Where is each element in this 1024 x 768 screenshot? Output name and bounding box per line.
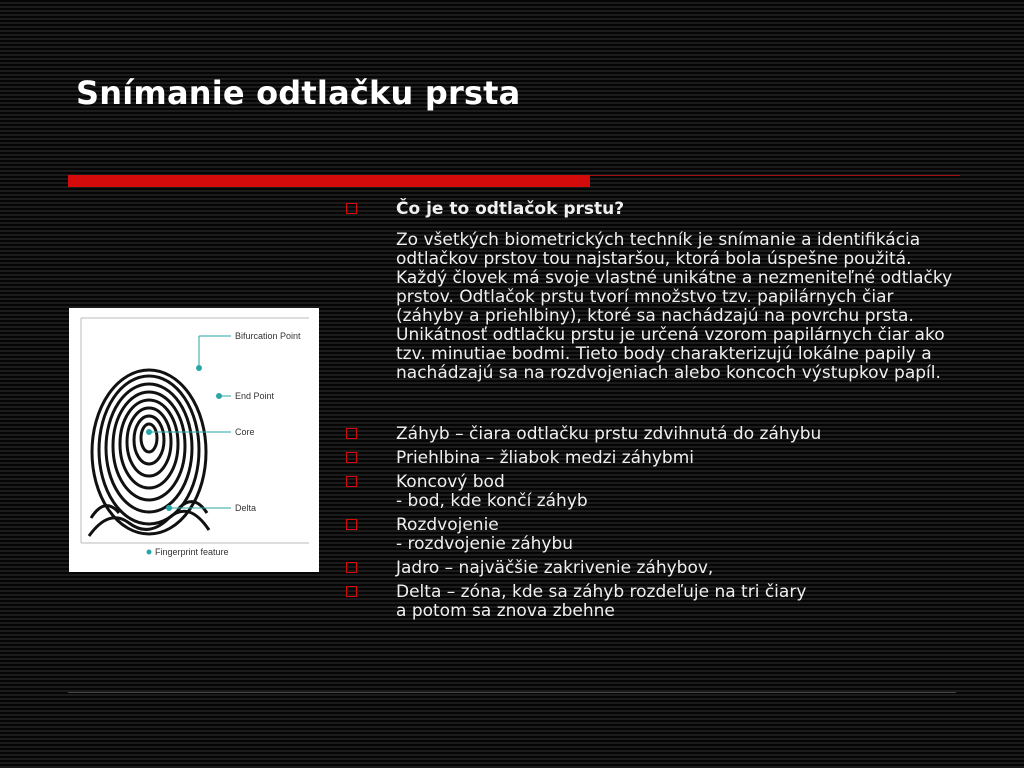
feature-list <box>344 425 966 621</box>
label-end-point: End Point <box>235 391 275 401</box>
list-item-text: Priehlbina – žliabok medzi záhybmi <box>396 448 694 468</box>
slide-content <box>344 200 966 626</box>
question-heading: Čo je to odtlačok prstu? <box>396 199 625 219</box>
list-item <box>344 516 966 554</box>
label-bifurcation: Bifurcation Point <box>235 331 301 341</box>
title-red-line <box>590 175 960 176</box>
list-item <box>344 473 966 511</box>
square-bullet-icon <box>346 452 357 463</box>
list-item-text: Rozdvojenie <box>396 515 499 535</box>
bottom-divider <box>68 692 956 693</box>
label-legend: Fingerprint feature <box>155 547 229 557</box>
square-bullet-icon <box>346 586 357 597</box>
title-red-bar <box>68 175 590 187</box>
fingerprint-figure <box>69 308 319 572</box>
square-bullet-icon <box>346 476 357 487</box>
question-paragraph: Zo všetkých biometrických techník je snímanie a identifikácia odtlačkov prstov tou najstaršou, ktorá bola úspešne použitá. Každý človek má svoje vlastné unikátne a nezmeniteľné odtlačky prstov. Odtlačok prstu tvorí množstvo tzv. papilárnych čiar (záhyby a priehlbiny), ktoré sa nachádzajú na povrchu prsta. Unikátnosť odtlačku prstu je určená vzorom papilárnych čiar ako tzv. minutiae bodmi. Tieto body charakterizujú lokálne papily a nachádzajú sa na rozdvojeniach alebo koncoch výstupkov papíl. <box>396 230 953 383</box>
slide-title: Snímanie odtlačku prsta <box>76 74 521 112</box>
label-delta: Delta <box>235 503 257 513</box>
list-item <box>344 583 966 621</box>
list-item-text: Koncový bod <box>396 472 505 492</box>
list-item <box>344 449 966 468</box>
list-item-subtext: - bod, kde končí záhyb <box>396 491 588 511</box>
square-bullet-icon <box>346 203 357 214</box>
list-item-text: Záhyb – čiara odtlačku prstu zdvihnutá do záhybu <box>396 424 822 444</box>
list-item <box>344 425 966 444</box>
fingerprint-diagram <box>69 308 319 572</box>
list-item-subtext: a potom sa znova zbehne <box>396 601 615 621</box>
square-bullet-icon <box>346 562 357 573</box>
label-core: Core <box>235 427 255 437</box>
square-bullet-icon <box>346 428 357 439</box>
question-item <box>344 200 966 383</box>
square-bullet-icon <box>346 519 357 530</box>
list-item-text: Jadro – najväčšie zakrivenie záhybov, <box>396 558 714 578</box>
list-item-subtext: - rozdvojenie záhybu <box>396 534 574 554</box>
list-item <box>344 559 966 578</box>
list-item-text: Delta – zóna, kde sa záhyb rozdeľuje na tri čiary <box>396 582 807 602</box>
